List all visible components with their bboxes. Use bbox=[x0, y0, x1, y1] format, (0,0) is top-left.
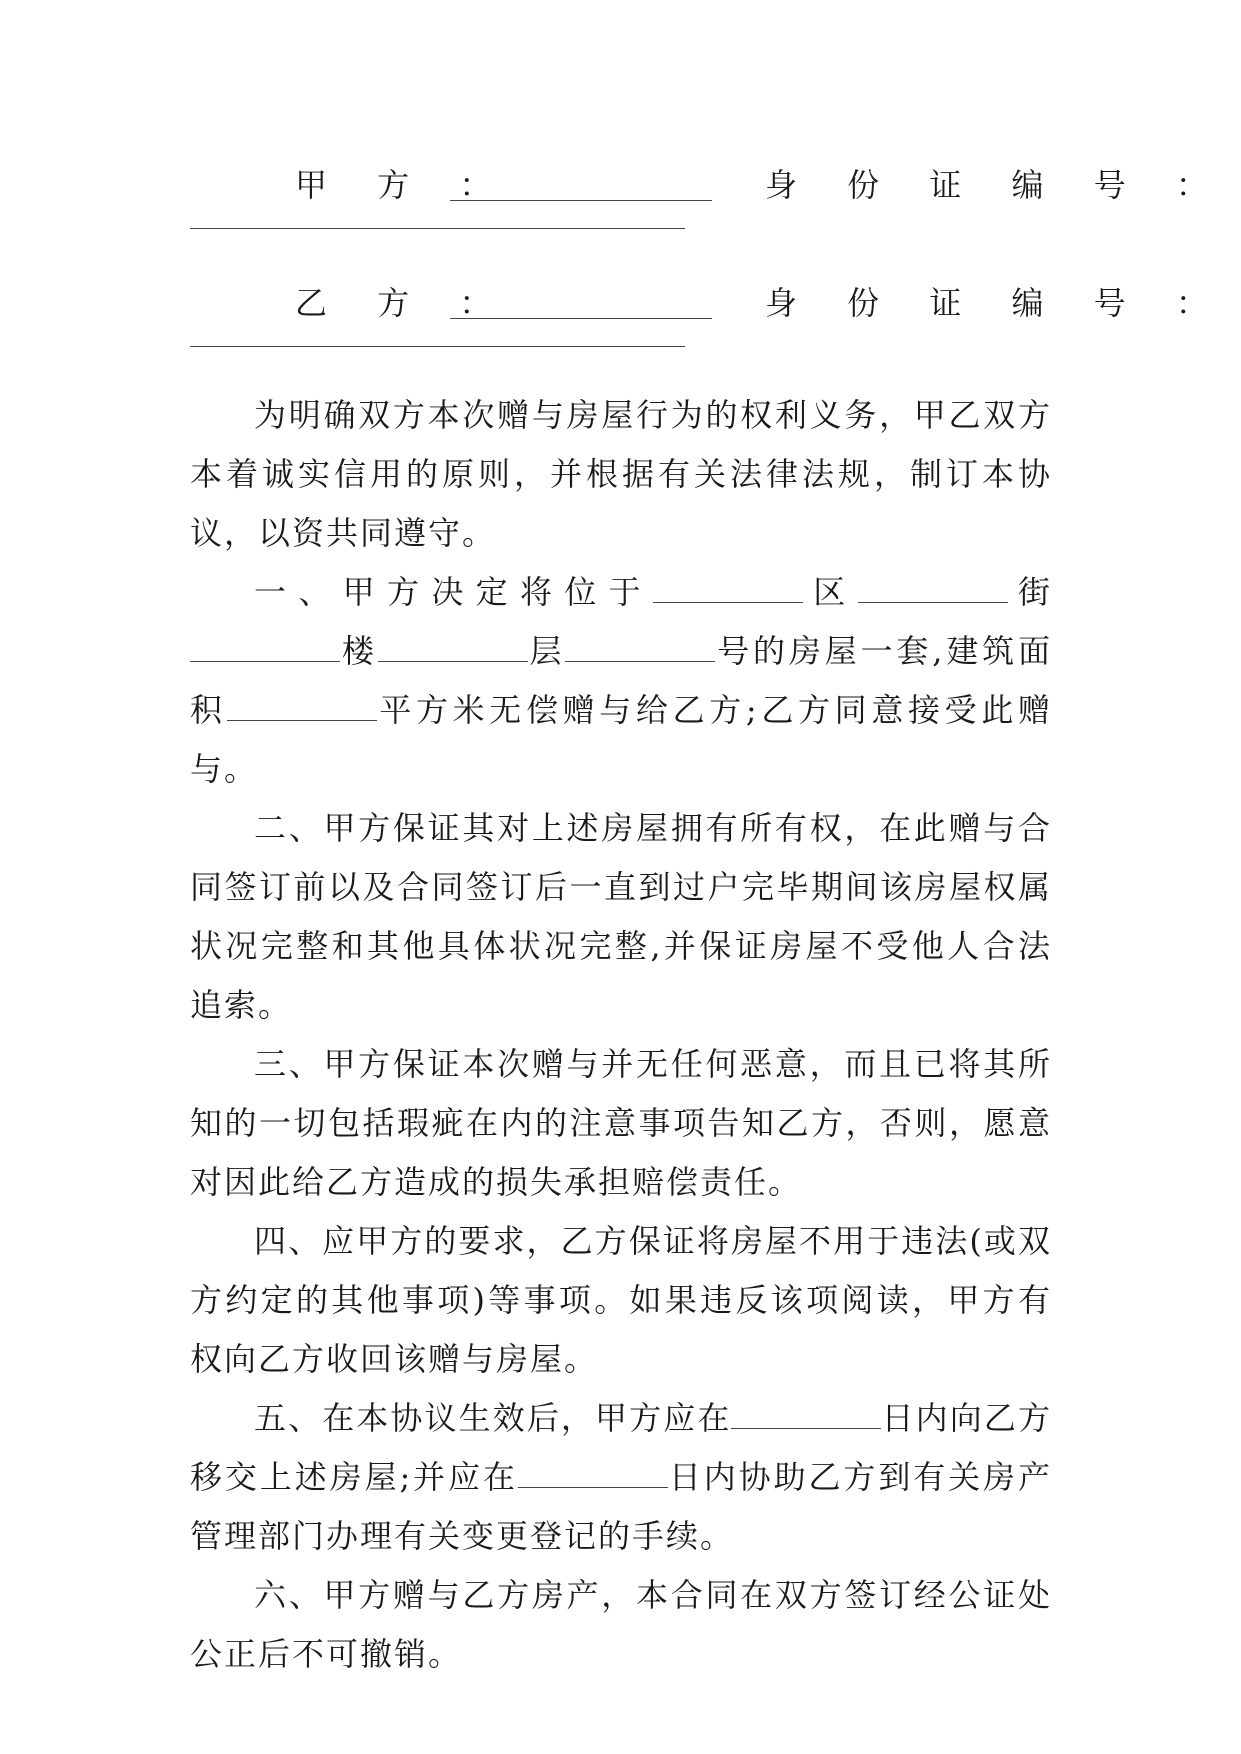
party-a-id-blank-line bbox=[190, 208, 1052, 268]
clause-3: 三、甲方保证本次赠与并无任何恶意，而且已将其所知的一切包括瑕疵在内的注意事项告知乙方，否则，愿意对因此给乙方造成的损失承担赔偿责任。 bbox=[190, 1045, 1052, 1201]
registration-days-blank bbox=[518, 1457, 668, 1488]
party-b-name-blank bbox=[450, 318, 712, 319]
district-blank bbox=[653, 572, 803, 603]
handover-days-blank bbox=[731, 1398, 881, 1429]
building-blank bbox=[190, 631, 340, 662]
party-b-id-label: 身 份 证 编 号 ： bbox=[765, 284, 1228, 322]
clause-1-text-2: 区 bbox=[802, 573, 858, 611]
intro-paragraph: 为明确双方本次赠与房屋行为的权利义务，甲乙双方本着诚实信用的原则，并根据有关法律法规，制订本协议，以资共同遵守。 bbox=[190, 396, 1052, 552]
clause-1-text-3: 街 bbox=[1007, 573, 1052, 611]
contract-page bbox=[190, 150, 1228, 1684]
clause-1 bbox=[190, 563, 1052, 799]
clause-1-text-6: 号的房屋一套,建筑面积 bbox=[190, 632, 1052, 729]
number-blank bbox=[565, 631, 715, 662]
clause-5-text-2: 日内向乙方移交上述房屋;并应在 bbox=[190, 1399, 1052, 1496]
party-b-line bbox=[190, 268, 1228, 326]
party-b-id-blank-line bbox=[190, 326, 1052, 386]
clause-4: 四、应甲方的要求，乙方保证将房屋不用于违法(或双方约定的其他事项)等事项。如果违反该项阅读，甲方有权向乙方收回该赠与房屋。 bbox=[190, 1222, 1052, 1378]
party-b-id-blank bbox=[190, 346, 685, 347]
area-blank bbox=[227, 690, 377, 721]
party-a-line bbox=[190, 150, 1228, 208]
clause-1-text-7: 平方米无偿赠与给乙方;乙方同意接受此赠与。 bbox=[190, 691, 1052, 788]
party-a-id-blank bbox=[190, 228, 685, 229]
party-a-name-blank bbox=[450, 200, 712, 201]
floor-blank bbox=[378, 631, 528, 662]
party-a-id-label: 身 份 证 编 号 ： bbox=[765, 166, 1228, 204]
clause-5-text-1: 五、在本协议生效后，甲方应在 bbox=[254, 1399, 732, 1437]
clause-6: 六、甲方赠与乙方房产，本合同在双方签订经公证处公正后不可撤销。 bbox=[190, 1576, 1052, 1673]
clause-2: 二、甲方保证其对上述房屋拥有所有权，在此赠与合同签订前以及合同签订后一直到过户完毕期间该房屋权属状况完整和其他具体状况完整,并保证房屋不受他人合法追索。 bbox=[190, 809, 1052, 1024]
clause-5-text-3: 日内协助乙方到有关房产管理部门办理有关变更登记的手续。 bbox=[190, 1458, 1052, 1555]
party-a-label: 甲 方 ： bbox=[295, 166, 512, 204]
party-b-label: 乙 方 ： bbox=[295, 284, 512, 322]
street-blank bbox=[858, 572, 1008, 603]
clause-1-text-1: 一、甲方决定将位于 bbox=[254, 573, 653, 611]
clause-1-text-5: 层 bbox=[527, 632, 566, 670]
clause-5 bbox=[190, 1389, 1052, 1566]
clause-1-text-4: 楼 bbox=[340, 632, 378, 670]
